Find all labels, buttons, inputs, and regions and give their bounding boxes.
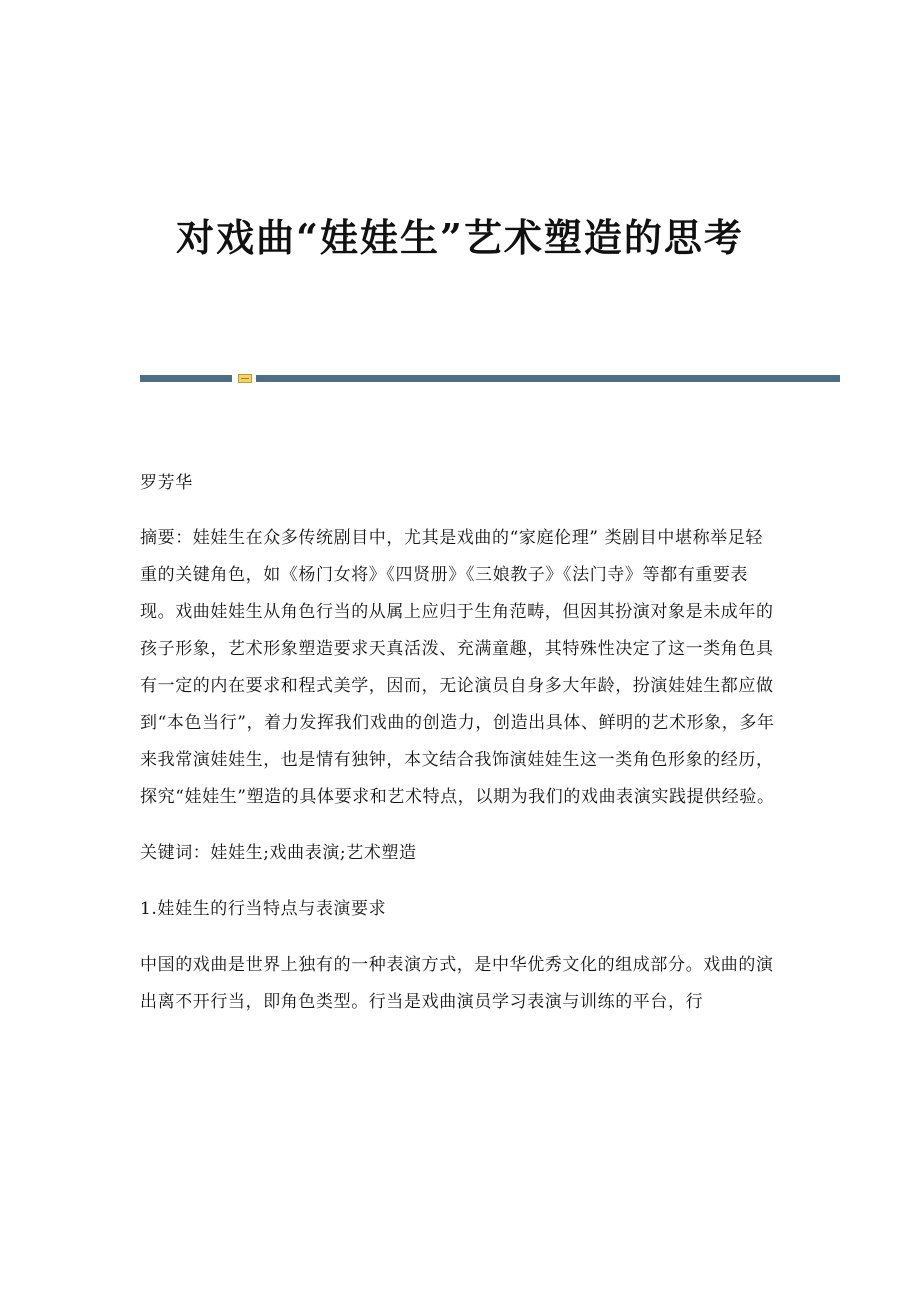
- keywords-line: 关键词：娃娃生;戏曲表演;艺术塑造: [140, 843, 417, 863]
- document-title: 对戏曲“娃娃生”艺术塑造的思考: [176, 215, 744, 260]
- divider-ornament-icon: [238, 374, 252, 383]
- abstract-paragraph: 摘要：娃娃生在众多传统剧目中，尤其是戏曲的“家庭伦理” 类剧目中堪称举足轻重的关键角色，如《杨门女将》《四贤册》《三娘教子》《法门寺》等都有重要表现。戏曲娃娃生从角色行当的从属上应归于生角范畴，但因其扮演对象是未成年的孩子形象，艺术形象塑造要求天真活泼、充满童趣，其特殊性决定了这一类角色具有一定的内在要求和程式美学，因而，无论演员自身多大年龄，扮演娃娃生都应做到“本色当行”，着力发挥我们戏曲的创造力，创造出具体、鲜明的艺术形象，多年来我常演娃娃生，也是情有独钟，本文结合我饰演娃娃生这一类角色形象的经历，探究“娃娃生”塑造的具体要求和艺术特点，以期为我们的戏曲表演实践提供经验。: [140, 528, 775, 807]
- divider-bar-left: [140, 375, 232, 382]
- title-divider: [140, 374, 840, 383]
- divider-bar-right: [256, 375, 840, 382]
- body-paragraph: 中国的戏曲是世界上独有的一种表演方式，是中华优秀文化的组成部分。戏曲的演出离不开行当，即角色类型。行当是戏曲演员学习表演与训练的平台，行: [140, 955, 774, 1012]
- document-body: [140, 465, 780, 1040]
- section-heading: 1.娃娃生的行当特点与表演要求: [140, 899, 387, 919]
- author-name: 罗芳华: [140, 473, 193, 493]
